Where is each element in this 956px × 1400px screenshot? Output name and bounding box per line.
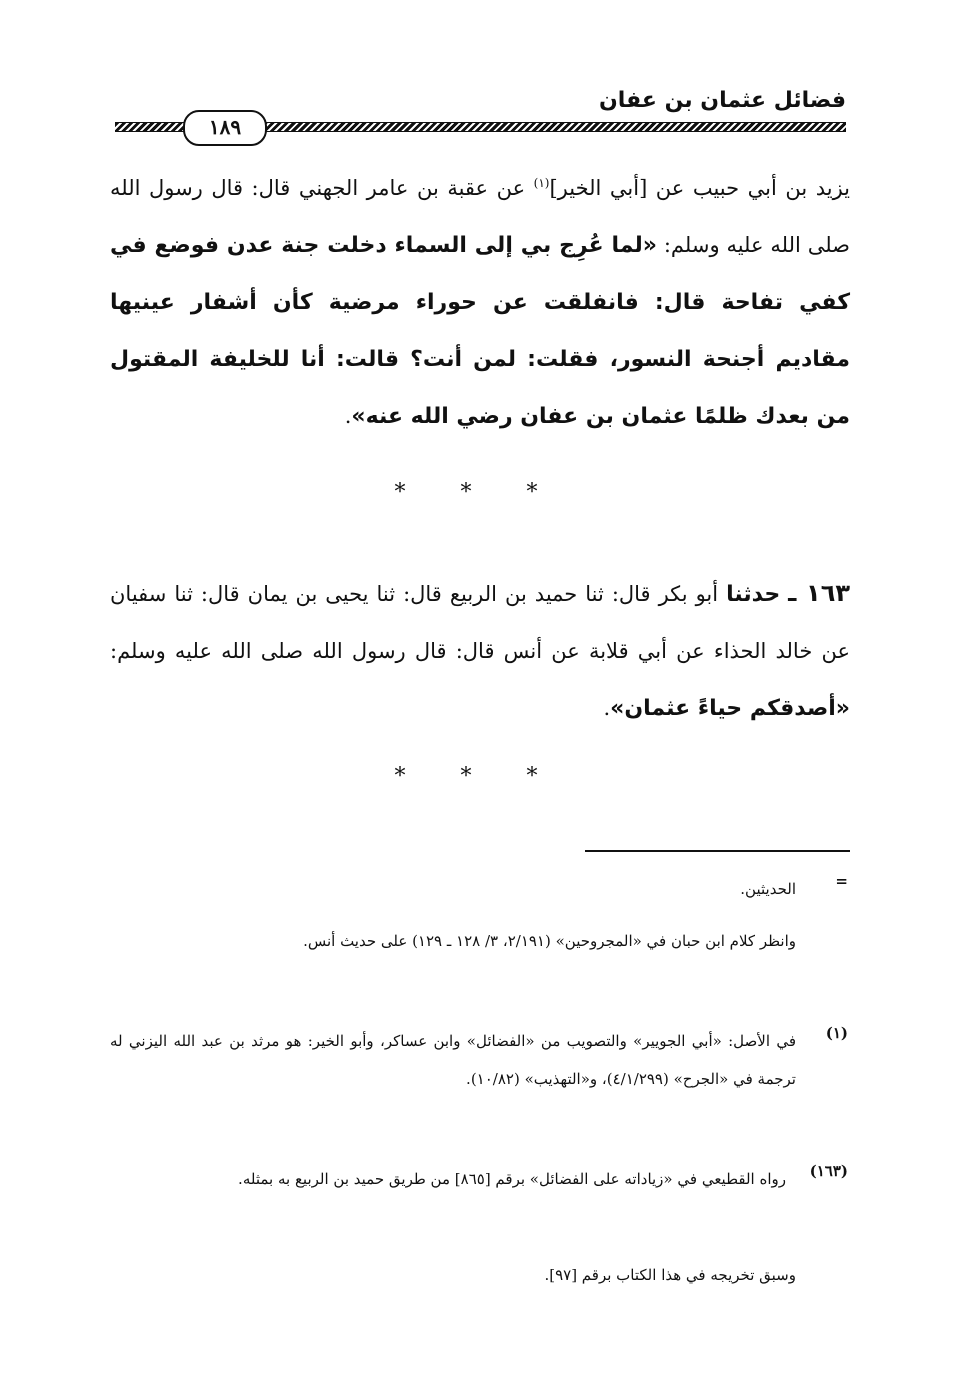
footnote-rule: [585, 850, 850, 852]
footnote-continuation-line1: الحديثين.: [740, 880, 796, 898]
footnote-163-mark: (١٦٣): [809, 1162, 848, 1180]
hadith-text: «لما عُرِج بي إلى السماء دخلت جنة عدن فوضع في كفي تفاحة قال: فانفلقت عن حوراء مرضية كأن أشفار عينيها مقاديم أجنحة النسور، فقلت: لمن أنت؟ قالت: أنا للخليفة المقتول من بعدك ظلمًا عثمان بن عفان رضي الله عنه»: [110, 233, 850, 429]
page-number: ١٨٩: [183, 110, 267, 146]
running-header-title: فضائل عثمان بن عفان: [599, 88, 846, 113]
section-separator: * * *: [394, 480, 562, 505]
footnote-1-text: في الأصل: «أبي الجويير» والتصويب من «الفضائل» وابن عساكر، وأبو الخير: هو مرثد بن عبد الله اليزني له ترجمة في «الجرح» (٤/١/٢٩٩)، و«التهذيب» (١٠/٨٢).: [110, 1032, 796, 1088]
text-mid: عن عقبة بن عامر الجهني قال: قال رسول الله صلى الله عليه وسلم:: [110, 176, 850, 257]
paragraph-hadith-continued: [110, 160, 850, 445]
section-separator: * * *: [394, 764, 562, 789]
footnote-continuation-line2: وانظر كلام ابن حبان في «المجروحين» (٢/١٩١، ٣/ ١٢٨ ـ ١٢٩) على حديث أنس.: [303, 932, 796, 950]
paragraph-hadith-163: [110, 565, 850, 737]
hadith-lead: حدثنا: [726, 582, 781, 607]
footnote-1-mark: (١): [825, 1024, 848, 1042]
hadith-number: ١٦٣ ـ: [788, 579, 850, 607]
footnote-163-text-2: وسبق تخريجه في هذا الكتاب برقم [٩٧].: [544, 1266, 796, 1284]
text-end: .: [603, 696, 611, 720]
text-end: .: [344, 404, 352, 428]
continuation-mark: =: [835, 872, 848, 890]
hadith-text: «أصدقكم حياءً عثمان»: [610, 696, 850, 721]
footnote-ref-1: (١): [533, 176, 550, 190]
text-mid: أبو بكر قال: ثنا حميد بن الربيع قال: ثنا يحيى بن يمان قال: ثنا سفيان عن خالد الحذاء عن أبي قلابة عن أنس قال: قال رسول الله صلى الله عليه وسلم:: [110, 582, 850, 663]
text-start: يزيد بن أبي حبيب عن [أبي الخير]: [549, 176, 850, 200]
footnote-163-text: رواه القطيعي في «زياداته على الفضائل» برقم [٨٦٥] من طريق حميد بن الربيع به بمثله.: [238, 1170, 786, 1188]
